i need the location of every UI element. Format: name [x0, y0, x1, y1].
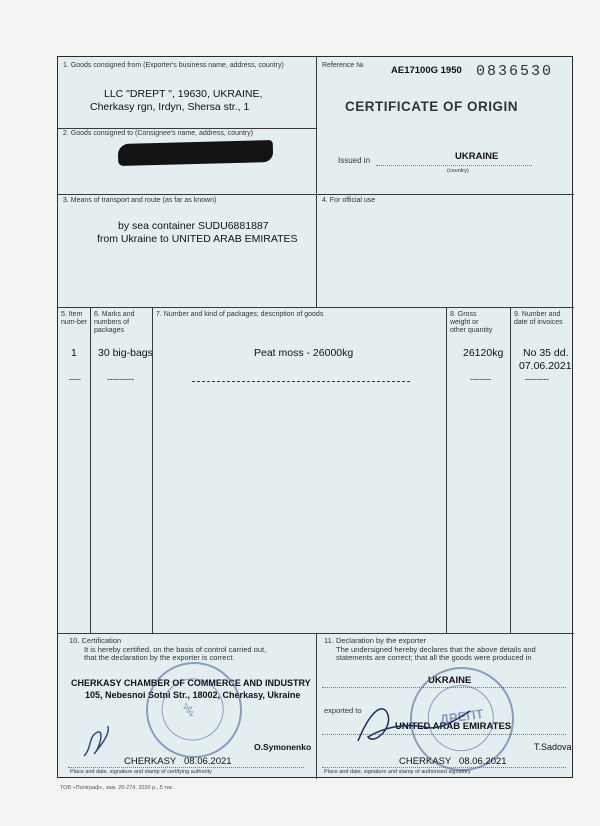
box11-label: 11. Declaration by the exporter: [324, 636, 427, 645]
printer-footer: ТОВ «Поліграф», зам. 20-274, 2020 р., 5 тис.: [60, 785, 175, 791]
certifier-name: O.Symonenko: [254, 742, 312, 752]
certifier-caption: Place and date, signature and stamp of certifying authority: [70, 769, 212, 775]
origin-country: UKRAINE: [428, 675, 472, 686]
certification-text-1: It is hereby certified, on the basis of control carried out,: [84, 645, 267, 654]
certifier-place-date: CHERKASY 08.06.2021: [124, 756, 232, 767]
certifier-signature: [78, 722, 128, 769]
reference-label: Reference №: [322, 62, 364, 69]
filler-marks: ---------: [107, 374, 134, 384]
issued-in-label: Issued in: [338, 156, 371, 165]
box4-label: 4. For official use: [322, 197, 376, 204]
filler-invoice: --------: [525, 374, 549, 384]
declaration-text-2: statements are correct; that all the goods were produced in: [336, 653, 532, 662]
col-marks-header: 6. Marks and numbers of packages: [94, 311, 135, 334]
exporter-line-2: Cherkasy rgn, Irdyn, Shersa str., 1: [90, 101, 250, 113]
exporter-stamp-text: ДРЕПТ: [438, 706, 485, 728]
col-weight-header: 8. Gross weight or other quantity: [450, 311, 493, 334]
exporter-line-1: LLC "DREPT ", 19630, UKRAINE,: [104, 88, 263, 100]
row-marks: 30 big-bags: [98, 347, 153, 359]
certificate-title: CERTIFICATE OF ORIGIN: [345, 99, 518, 114]
col-invoice-header: 9. Number and date of invoices: [514, 311, 563, 326]
col-item-header: 5. Item num-ber: [61, 311, 88, 326]
issued-in-country: UKRAINE: [455, 151, 499, 162]
chamber-name: CHERKASY CHAMBER OF COMMERCE AND INDUSTRY: [71, 678, 311, 688]
declaration-text-1: The undersigned hereby declares that the above details and: [336, 645, 536, 654]
consignee-redacted: [118, 140, 274, 166]
serial-number: 0836530: [476, 63, 554, 80]
box3-label: 3. Means of transport and route (as far as known): [63, 197, 217, 204]
col-description-header: 7. Number and kind of packages; description of goods: [156, 311, 324, 318]
transport-line-2: from Ukraine to UNITED ARAB EMIRATES: [97, 233, 298, 245]
destination-country: UNITED ARAB EMIRATES: [395, 721, 512, 732]
row-invoice-date: 07.06.2021: [519, 360, 572, 372]
exporter-place-date: CHERKASY 08.06.2021: [399, 756, 507, 767]
box1-label: 1. Goods consigned from (Exporter's business name, address, country): [63, 62, 284, 69]
box10-label: 10. Certification: [69, 636, 122, 645]
row-invoice-number: No 35 dd.: [523, 347, 569, 359]
reference-code: AE17100G 1950: [391, 65, 462, 76]
exporter-signer-name: T.Sadova: [534, 742, 572, 752]
country-caption: (country): [447, 168, 469, 174]
chamber-address: 105, Nebesnoi Sotni Str., 18002, Cherkasy, Ukraine: [85, 690, 301, 700]
chamber-stamp: ⚕: [130, 646, 258, 774]
box2-label: 2. Goods consigned to (Consignee's name, address, country): [63, 130, 254, 137]
exporter-signature: [354, 697, 474, 758]
row-description: Peat moss - 26000kg: [254, 347, 354, 359]
certification-text-2: that the declaration by the exporter is correct.: [84, 653, 235, 662]
exported-to-label: exported to: [324, 706, 362, 715]
filler-item: ----: [69, 374, 81, 384]
exporter-caption: Place and date, signature and stamp of authorised signatory: [324, 769, 471, 775]
certificate-form: [57, 56, 573, 778]
transport-line-1: by sea container SUDU6881887: [118, 220, 269, 232]
filler-description: [192, 381, 410, 382]
filler-weight: -------: [470, 374, 491, 384]
row-weight: 26120kg: [463, 347, 504, 359]
row-item: 1: [71, 347, 77, 359]
